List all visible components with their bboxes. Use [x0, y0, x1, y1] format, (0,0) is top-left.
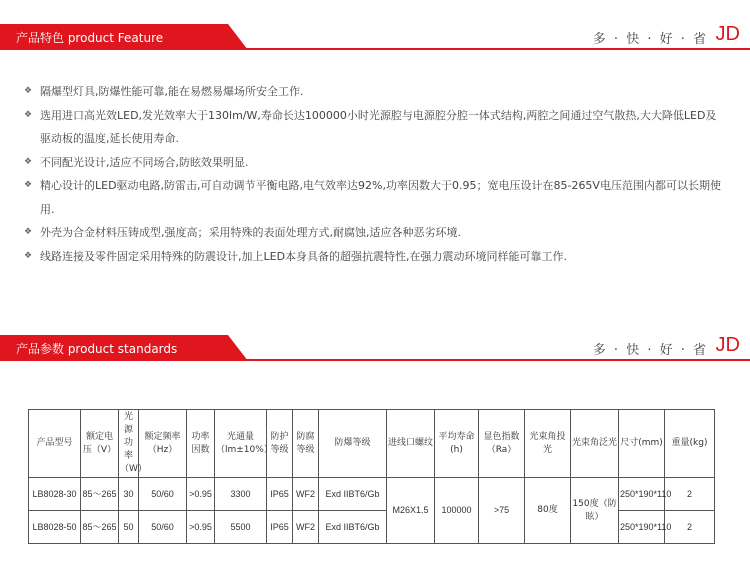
feature-item: ❖ 不同配光设计,适应不同场合,防眩效果明显.: [24, 151, 724, 175]
column-header: 产品型号: [29, 410, 81, 478]
cell-size: 250*190*110: [619, 511, 665, 544]
cell-thread: M26X1.5: [387, 478, 435, 544]
column-header: 重量(kg): [665, 410, 715, 478]
diamond-bullet-icon: ❖: [24, 156, 33, 167]
cell-ip: IP65: [267, 478, 293, 511]
brand-logo: JD: [715, 334, 740, 356]
cell-power-factor: >0.95: [187, 478, 215, 511]
column-header: 平均寿命(h): [435, 410, 479, 478]
feature-item: ❖ 外壳为合金材料压铸成型,强度高；采用特殊的表面处理方式,耐腐蚀,适应各种恶劣环境.: [24, 221, 724, 245]
diamond-bullet-icon: ❖: [24, 180, 33, 190]
section-title: 产品特色 product Feature: [16, 31, 164, 45]
feature-item: ❖ 线路连接及零件固定采用特殊的防震设计,加上LED本身具备的超强抗震特性,在强力震动环境同样能可靠工作.: [24, 245, 724, 269]
cell-model: LB8028-50: [29, 511, 81, 544]
diamond-bullet-icon: ❖: [24, 109, 33, 120]
cell-ip: IP65: [267, 511, 293, 544]
cell-frequency: 50/60: [139, 511, 187, 544]
feature-list: [24, 80, 724, 268]
column-header: 尺寸(mm): [619, 410, 665, 478]
cell-weight: 2: [665, 511, 715, 544]
cell-spot-angle: 80度: [525, 478, 571, 544]
cell-model: LB8028-30: [29, 478, 81, 511]
cell-voltage: 85～265: [81, 478, 119, 511]
cell-power: 30: [119, 478, 139, 511]
cell-power-factor: >0.95: [187, 511, 215, 544]
column-header: 光通量（lm±10%）: [215, 410, 267, 478]
feature-item: ❖ 选用进口高光效LED,发光效率大于130lm/W,寿命长达100000小时光源腔与电源腔分腔一体式结构,两腔之间通过空气散热,大大降低LED及驱动板的温度,延长使用寿命.: [24, 104, 724, 151]
section-header-feature: [0, 24, 750, 50]
column-header: 进线口螺纹: [387, 410, 435, 478]
cell-size: 250*190*110: [619, 478, 665, 511]
slogan: 多 · 快 · 好 · 省: [592, 32, 708, 47]
table-row: [29, 478, 715, 511]
cell-flux: 5500: [215, 511, 267, 544]
slogan: 多 · 快 · 好 · 省: [592, 343, 708, 358]
column-header: 防腐等级: [293, 410, 319, 478]
cell-frequency: 50/60: [139, 478, 187, 511]
column-header: 光束角泛光: [571, 410, 619, 478]
cell-flood-angle: 150度（防眩）: [571, 478, 619, 544]
column-header: 显色指数（Ra）: [479, 410, 525, 478]
feature-item: ❖ 精心设计的LED驱动电路,防雷击,可自动调节平衡电路,电气效率达92%,功率因数大于0.95；宽电压设计在85-265V电压范围内都可以长期使用.: [24, 174, 724, 221]
cell-voltage: 85～265: [81, 511, 119, 544]
cell-power: 50: [119, 511, 139, 544]
column-header: 防爆等级: [319, 410, 387, 478]
spec-table: [28, 409, 715, 544]
diamond-bullet-icon: ❖: [24, 86, 33, 96]
column-header: 光束角投光: [525, 410, 571, 478]
column-header: 防护等级: [267, 410, 293, 478]
brand-logo: JD: [715, 23, 740, 45]
table-header-row: [29, 410, 715, 478]
divider: [0, 359, 750, 361]
feature-item: ❖ 隔爆型灯具,防爆性能可靠,能在易燃易爆场所安全工作.: [24, 80, 724, 104]
cell-ra: >75: [479, 478, 525, 544]
cell-wf: WF2: [293, 511, 319, 544]
section-header-standards: [0, 335, 750, 361]
column-header: 功率因数: [187, 410, 215, 478]
diamond-bullet-icon: ❖: [24, 227, 33, 237]
section-title: 产品参数 product standards: [16, 342, 178, 356]
cell-wf: WF2: [293, 478, 319, 511]
column-header: 额定频率（Hz）: [139, 410, 187, 478]
column-header: 额定电压（V）: [81, 410, 119, 478]
cell-ex: Exd IIBT6/Gb: [319, 478, 387, 511]
cell-weight: 2: [665, 478, 715, 511]
column-header: 光源功率（W）: [119, 410, 139, 478]
divider: [0, 48, 750, 50]
cell-ex: Exd IIBT6/Gb: [319, 511, 387, 544]
cell-life: 100000: [435, 478, 479, 544]
cell-flux: 3300: [215, 478, 267, 511]
diamond-bullet-icon: ❖: [24, 250, 33, 261]
